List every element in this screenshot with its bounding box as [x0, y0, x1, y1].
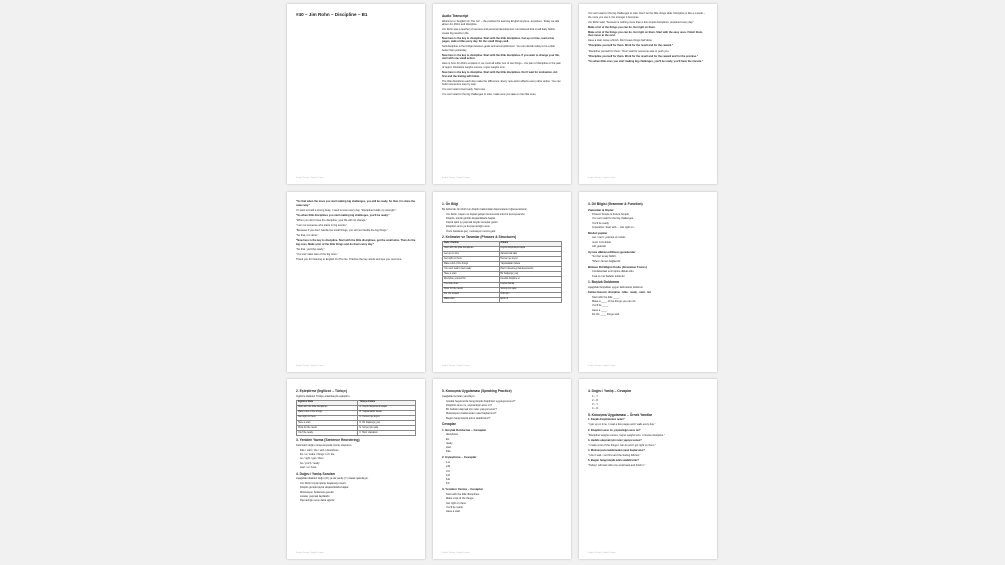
table-cell: Hemen işe koyul [499, 257, 562, 262]
table-cell: Get right on them [443, 257, 500, 262]
page-footer: English Tiempo · English Tiempo [588, 551, 616, 554]
list-item: Disiplinin acısı mı, pişmanlığın acısı mı? [446, 403, 493, 407]
vocabulary-table [442, 241, 562, 303]
list-item: 'When' zaman bağlacıdır. [592, 259, 621, 263]
list-item: Make a list of the things. [446, 497, 474, 501]
list-item: 5-E [446, 478, 451, 482]
list-item: Disiplinin acısı ya da pişmanlığın acısı. [446, 225, 491, 229]
table-cell: Kendini disipline et [499, 277, 562, 282]
section-heading: 2. Eşleştirme (İngilizce – Türkçe) [296, 389, 347, 393]
list-item: 1 – Y [592, 394, 599, 398]
list-item: Have a start. [446, 510, 461, 514]
document-page-6 [579, 192, 717, 372]
paragraph: Have a start. Have a finish. Don't leave things half done. [588, 39, 653, 43]
list-item: will: gelecek [592, 244, 606, 248]
paragraph: Now here is the key to discipline. Start with the little disciplines. If you want to change your life, start with one small action. [442, 53, 560, 61]
sample-answer: "I get up on time, I read a few pages and I walk every day." [588, 423, 656, 427]
question: 3. Hedefe ulaşmak için neler yapıyorsunuz? [588, 438, 642, 442]
question: 4. Motivasyonu beklemeden nasıl başlarsınız? [588, 448, 645, 452]
document-page-7 [287, 379, 425, 559]
subsection-heading: 1. Boşluk Doldurma – Cevaplar [442, 427, 487, 432]
list-item: start [446, 446, 452, 450]
list-item: on / right / get / them [300, 457, 324, 461]
list-item: Bugün hangi küçük adımı atabilirsiniz? [446, 416, 491, 420]
table-cell: Start with the little disciplines [443, 246, 500, 251]
table-row [443, 297, 562, 302]
table-cell: E. Sonuç için çalış [358, 426, 416, 431]
paragraph: Welcome to "English On The Go" – the podcast for learning English anytime, anywhere. Today we talk about Jim Rohn and discipline. [442, 19, 560, 26]
answer-list [442, 433, 562, 454]
list-item: Günlük hayatınızda hangi küçük disiplinleri uyguluyorsunuz? [446, 399, 516, 403]
list-item: You'll be ready. [592, 221, 610, 225]
list-item: You'll be ____. [592, 304, 609, 308]
table-cell: Bir başlangıç yap [499, 272, 562, 277]
paragraph: You can't wait for the big challenges to start, make sure you take on the little ones. [442, 93, 537, 97]
list-item: Motivasyonu beklemeden nasıl başlarsınız? [446, 412, 497, 416]
paragraph: "Now here is the key to discipline. Start with the little disciplines, get the small wins. Then do the big ones. Make a list of the little things and do them every day." [296, 239, 416, 246]
list-item: Have a ____. [592, 308, 608, 312]
page-footer: English Tiempo · English Tiempo [296, 176, 324, 179]
list-item: 4 – D [592, 407, 599, 411]
list-item: Jim Rohn, başarı ve kişisel gelişim konusunda ünlü bir konuşmacıdır. [446, 212, 526, 216]
list-item: ready [446, 441, 453, 445]
list-item: Imperative: Start with..., Get right on... [592, 225, 636, 229]
answer-list [442, 493, 562, 514]
table-cell: İfade / Kelime [443, 241, 500, 246]
table-cell: Küçük olanlar [499, 282, 562, 287]
list-item: little [446, 450, 451, 454]
section-heading: 3. Dil Bilgisi (Grammar & Function) [588, 202, 643, 206]
list-item: 3-C [446, 469, 451, 473]
exercise-list [442, 400, 562, 421]
paragraph: "Because if you don't handle the small things, you will not handle the big things." [296, 228, 389, 232]
list-item: Disiplin, küçük günlük alışkanlıklarla başlar. [446, 216, 496, 220]
table-cell: The little ones [443, 282, 500, 287]
document-page-4 [287, 192, 425, 372]
paragraph: "Discipline yourself for them. Work for the result and for the reward and for the promise." [588, 54, 699, 58]
page-footer: English Tiempo · English Tiempo [296, 364, 324, 367]
page-footer: English Tiempo · English Tiempo [296, 551, 324, 554]
section-heading: 4. Doğru / Yanlış – Cevaplar [588, 389, 632, 393]
answer-list [442, 461, 562, 486]
question: 1. Küçük disiplinleriniz neler? [588, 418, 625, 422]
list-item: disciplines [446, 433, 458, 437]
table-cell: Work for the result [443, 287, 500, 292]
table-cell: Work for the result [297, 426, 358, 431]
list-item: must: zorunluluk [592, 240, 611, 244]
document-page-2 [433, 4, 571, 184]
sample-answer: "I don't wait. I act first and the feeling follows." [588, 454, 641, 458]
question: 5. Bugün hangi küçük adımı atabilirsiniz? [588, 459, 640, 463]
table-cell: D. Bir başlangıç yap [358, 420, 416, 425]
exercise-list [296, 482, 416, 503]
paragraph: Aşağıdaki boşlukları uygun kelimelerle doldurun. [588, 285, 644, 289]
section-heading: 1. Ön Bilgi [442, 202, 459, 206]
table-cell: C. Hemen işe koyul [358, 415, 416, 420]
page-footer: English Tiempo · English Tiempo [442, 551, 470, 554]
table-cell: Have a start [443, 272, 500, 277]
list-item: start / a / have [300, 466, 317, 470]
sample-answer: "Discipline weighs ounces, regret weighs tons. I choose discipline." [588, 433, 665, 437]
paragraph: Kelimeleri doğru sıraya koyarak cümle oluşturun. [296, 443, 353, 447]
page-footer: English Tiempo · English Tiempo [588, 176, 616, 179]
paragraph: "You can't take care of the big ones." [296, 252, 339, 256]
list-item: Cümlelerdeki emir kipine dikkat edin. [592, 270, 635, 274]
paragraph: You can't wait to feel ready. Start now. [442, 88, 486, 92]
table-row [297, 431, 416, 436]
list-item: 1-A [446, 460, 451, 464]
list-item: Listeler yapmak faydalıdır. [300, 495, 331, 499]
bullet-list [588, 270, 708, 278]
list-item: Do the ____ things well. [592, 312, 620, 316]
table-cell: Yapılacakları listele [499, 262, 562, 267]
list-item: can / can't: yetenek ve imkân [592, 236, 626, 240]
section-heading: 4. Doğru / Yanlış Soruları [296, 471, 335, 476]
table-cell: Get up on time [443, 251, 500, 256]
table-cell: Türkçe Anlamı [358, 400, 416, 405]
table-cell: Küçük disiplinlerle başla [499, 246, 562, 251]
section-heading: Cevaplar [442, 422, 456, 427]
paragraph: Aşağıdaki ifadeleri doğru (D) ya da yanlış (Y) olarak işaretleyin. [296, 477, 369, 481]
answer-list [588, 395, 708, 411]
list-item: list / a / make / things / of / the [300, 453, 335, 457]
table-cell: Ödül için [499, 292, 562, 297]
list-item: Present Simple & Future Simple [592, 213, 629, 216]
list-item: Önce harekete geç, motivasyon sonra gelir. [446, 229, 496, 233]
list-item: Start with the little disciplines. [446, 492, 480, 496]
matching-table [296, 400, 416, 437]
table-cell: İngilizce İfade [297, 400, 358, 405]
page-title: #40 – Jim Rohn – Discipline – B1 [296, 12, 368, 17]
subsection-heading: 2. Eşleştirme – Cevaplar [442, 455, 477, 460]
table-cell: Have a start [297, 420, 358, 425]
paragraph: Make a list of the things you can do. Get right on them. Start with the easy ones. Finish them, then move to the next. [588, 30, 703, 38]
bullet-list [588, 255, 708, 263]
paragraph: Now here is the key to discipline. Start with the little disciplines. Get up on time, read a few pages, walk a little every day. Do the small things well. [442, 36, 554, 44]
list-item: 6-F [446, 482, 450, 486]
list-item: Disiplin günlük küçük alışkanlıklarla başlar. [300, 486, 350, 490]
list-item: You'll be ready. [446, 505, 464, 509]
paragraph: Now here is the key to discipline. Start with the little disciplines. Don't wait for motivation. Act first and the feeling will follow. [442, 71, 558, 78]
list-item: Kısa ve net ifadeler kullanılır. [592, 274, 626, 278]
table-cell: Make sure [443, 297, 500, 302]
list-item: 2-B [446, 465, 451, 469]
paragraph: "So when little ones you start making big challenges, you'll be ready, you'll have the muscle." [588, 59, 704, 63]
bullet-list [588, 236, 708, 248]
document-page-8 [433, 379, 571, 559]
paragraph: İngilizce ifadeleri Türkçe anlamlarıyla eşleştirin. [296, 394, 351, 398]
table-cell: Zamanında kalk [499, 251, 562, 256]
paragraph: Bu bölümde Jim Rohn'un disiplin hakkındaki düşüncelerini öğreneceksiniz. [442, 207, 528, 211]
list-item: 2 – D [592, 398, 599, 402]
list-item: You can't wait for the big challenges. [592, 217, 634, 221]
paragraph: Aşağıdaki soruları yanıtlayın. [442, 394, 476, 398]
table-cell: Sonuç için çalış [499, 287, 562, 292]
table-cell: B. Yapılacakları listele [358, 410, 416, 415]
page-footer: English Tiempo · English Tiempo [442, 364, 470, 367]
list-item: Pişmanlığın acısı daha ağırdır. [300, 499, 336, 503]
list-item: list [446, 437, 450, 441]
paragraph: "So that when the more you start making big challenges, you will be ready. So that, it is done the same way." [296, 200, 416, 207]
paragraph: "Discipline yourself for them. Work for the result and for the reward." [588, 44, 674, 48]
list-item: 4-D [446, 473, 451, 477]
document-page-9 [579, 379, 717, 559]
list-item: little / start / the / with / disciplines [300, 448, 339, 452]
subsection-heading: Ayrıca dikkat edilmesi gerekenler [588, 249, 636, 254]
page-footer: English Tiempo · English Tiempo [442, 176, 470, 179]
paragraph: Jim Rohn was a teacher of success and personal development. He believed that small daily habits create big results in life. [442, 28, 555, 35]
table-cell: For the reward [443, 292, 500, 297]
section-heading: 3. Yeniden Yazma (Sentence Reordering) [296, 438, 360, 443]
paragraph: The little disciplines each day make the difference. Every new action affects every other action. You can build momentum step by step. [442, 79, 561, 87]
paragraph: "I am not someone who starts in big events." [296, 223, 348, 227]
table-cell: Discipline yourself for [443, 277, 500, 282]
exercise-list [296, 449, 416, 470]
subsection-heading: Zamanlar & Kipler [588, 207, 614, 212]
list-item: Get right on them. [446, 501, 467, 505]
paragraph: "When you don't have the discipline, your life will not change." [296, 218, 367, 222]
paragraph: "So when little disciplines you start making big challenges, you'll be ready." [296, 213, 390, 217]
table-cell: Make a list of the things [443, 262, 500, 267]
section-heading: 2. Kelimeler ve Tanımlar (Phrases & Structures) [442, 235, 517, 240]
sample-answer: "I make a list of the things I can do and I get right on them." [588, 443, 656, 447]
bullet-list [588, 213, 708, 229]
section-heading: 1. Boşluk Doldurma [588, 280, 619, 285]
table-cell: Get right on them [297, 415, 358, 420]
section-heading: 5. Konuşma Uygulaması (Speaking Practice) [442, 389, 512, 393]
subsection-heading: 3. Yeniden Yazma – Cevaplar [442, 487, 483, 492]
subsection-heading: Bilinen Dil Bilgisi Kodu (Grammar Focus) [588, 264, 647, 269]
table-cell: You'll be ready [297, 431, 358, 436]
list-item: Jim Rohn büyük işlerle başlamayı önerir. [300, 482, 347, 486]
list-item: Make a ____ of the things you can do. [592, 300, 636, 304]
paragraph: You can't wait for the big challenges to start. Don't let the little things slide. Discipline is like a muscle – the more you use it, the stronger it becomes. [588, 12, 706, 19]
page-footer: English Tiempo · English Tiempo [588, 364, 616, 367]
paragraph: Jim Rohn said: "Success is nothing more than a few simple disciplines, practiced every day." [588, 20, 695, 24]
table-cell: Anlamı [499, 241, 562, 246]
sample-answer: "Today I will start with one small task and finish it." [588, 464, 646, 468]
bullet-list [442, 213, 562, 234]
paragraph: Thank you for listening to English On The Go. Practice the key words and see you next time. [296, 257, 403, 261]
list-item: 'So that' amaç bildirir. [592, 255, 617, 259]
list-item: Start with the little ____. [592, 295, 620, 299]
list-item: Küçük işleri iyi yapmak büyük sonuçlar getirir. [446, 221, 499, 225]
paragraph: "So that, it is done." [296, 234, 319, 238]
subsection-heading: Modal yapılar [588, 230, 608, 235]
document-page-3 [579, 4, 717, 184]
table-cell: Make a list of the things [297, 410, 358, 415]
list-item: Bir hedefe ulaşmak için neler yapıyorsunuz? [446, 408, 497, 412]
section-heading: 5. Konuşma Uygulaması – Örnek Yanıtlar [588, 412, 653, 417]
paragraph: Self-discipline is the bridge between goals and accomplishment. You can decide today to be a little better than yesterday. [442, 45, 555, 52]
list-item: 3 – Y [592, 403, 599, 407]
table-cell: Hazır hissetmeyi bekleyemezsin [499, 267, 562, 272]
paragraph: Here is how Jim Rohn explains it: we must all suffer one of two things – the pain of discipline or the pain of regret. Discipline weighs ounces, regret weighs tons. [442, 62, 561, 69]
table-cell: Start with the little disciplines [297, 405, 358, 410]
table-cell: Emin ol [499, 297, 562, 302]
table-cell: F. Hazır olacaksın [358, 431, 416, 436]
document-page-1 [287, 4, 425, 184]
table-cell: You can't wait to feel ready [443, 267, 500, 272]
section-heading: Audio Transcript [442, 14, 469, 18]
document-page-5 [433, 192, 571, 372]
paragraph: Make a list of the things you can do. Get right on them. [588, 25, 656, 29]
list-item: be / you'll / ready [300, 461, 320, 465]
table-cell: A. Küçük disiplinlerle başla [358, 405, 416, 410]
paragraph: "Discipline yourself for them." Don't wait for someone else to push you. [588, 49, 670, 53]
exercise-list [588, 296, 708, 317]
list-item: Motivasyon beklemek gerekir. [300, 490, 335, 494]
word-bank: Kelime Havuzu: discipline · little · ready · start · list [588, 290, 651, 294]
paragraph: If I want to build a strong body, I need to train every day. "Discipline builds my strength." [296, 208, 397, 212]
question: 2. Disiplinin acısı mı, pişmanlığın acısı mı? [588, 428, 641, 432]
paragraph: "So that, you'll be ready." [296, 247, 325, 251]
